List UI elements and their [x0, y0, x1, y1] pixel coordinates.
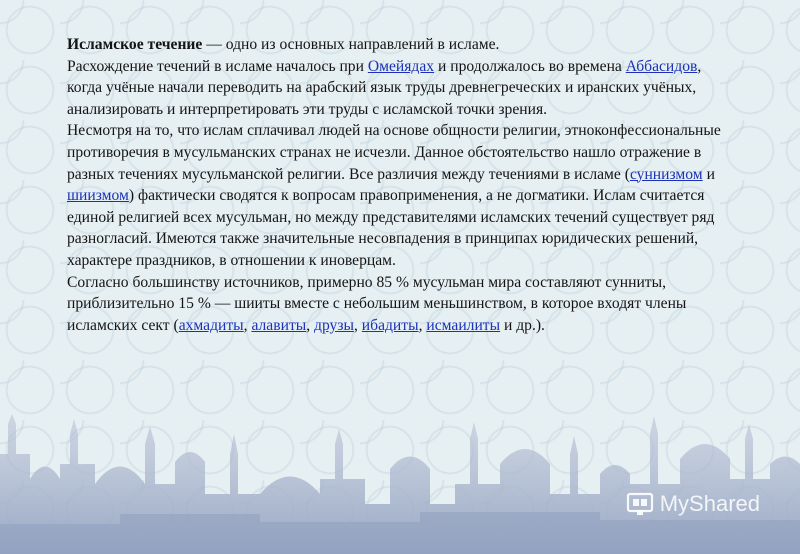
- mosque-skyline-illustration: [0, 384, 800, 554]
- term-heading: Исламское течение: [67, 36, 203, 53]
- link-ibadis[interactable]: ибадиты: [361, 316, 419, 334]
- paragraph-definition: Исламское течение — одно из основных направлений в исламе.: [67, 36, 500, 53]
- link-alawites[interactable]: алавиты: [251, 316, 307, 334]
- link-ismailis[interactable]: исмаилиты: [426, 316, 501, 334]
- link-sunnism[interactable]: суннизмом: [629, 165, 703, 183]
- link-umayyads[interactable]: Омейядах: [367, 57, 435, 75]
- link-shiism[interactable]: шиизмом: [67, 187, 129, 205]
- paragraph-history: Расхождение течений в исламе началось при Омейядах и продолжалось во времена Аббасидов, когда учёные начали переводить на арабский язык труды древнегреческих и иранских учёных, анализировать и интерпретировать эти труды с исламской точки зрения.: [67, 57, 702, 118]
- myshared-logo-icon: [626, 490, 654, 518]
- link-ahmadis[interactable]: ахмадиты: [178, 316, 244, 334]
- link-abbasids[interactable]: Аббасидов: [625, 57, 698, 75]
- paragraph-differences: Несмотря на то, что ислам сплачивал людей на основе общности религии, этноконфессиональные противоречия в мусульманских странах не исчезли. Данное обстоятельство нашло отражение в разных течениях мусульманской религии. Все различия между течениями в исламе (суннизмом и шиизмом) фактически сводятся к вопросам правоприменения, а не догматики. Ислам считается единой религией всех мусульман, но между представителями исламских течений существует ряд разногласий. Имеются также значительные несовпадения в принципах юридических решений, характере праздников, в отношении к иноверцам.: [67, 122, 721, 269]
- watermark-text: MyShared: [659, 491, 760, 516]
- paragraph-statistics: Согласно большинству источников, примерно 85 % мусульман мира составляют сунниты, приблизительно 15 % — шииты вместе с небольшим меньшинством, в которое входят члены исламских сект (ахмадиты, алавиты, друзы, ибадиты, исмаилиты и др.).: [67, 273, 687, 334]
- myshared-watermark: [626, 490, 760, 518]
- article-text: [67, 34, 735, 336]
- link-druze[interactable]: друзы: [314, 316, 354, 334]
